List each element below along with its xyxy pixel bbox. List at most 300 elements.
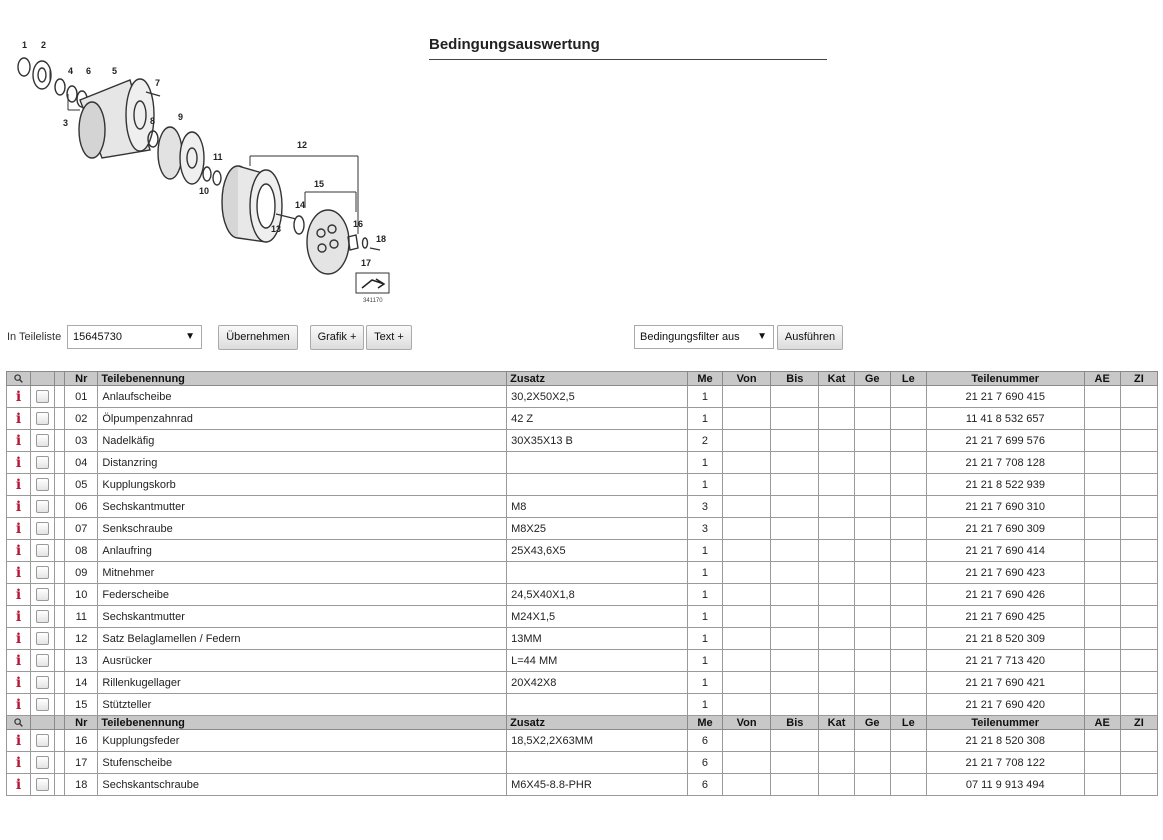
zusatz-cell bbox=[507, 694, 688, 716]
spacer-cell bbox=[55, 584, 65, 606]
row-checkbox[interactable] bbox=[36, 522, 49, 535]
row-checkbox[interactable] bbox=[36, 676, 49, 689]
nr-cell: 18 bbox=[65, 774, 98, 796]
zusatz-cell: M8 bbox=[507, 496, 688, 518]
zi-cell bbox=[1120, 430, 1157, 452]
teilebenennung-cell: Sechskantmutter bbox=[98, 496, 507, 518]
bis-cell bbox=[771, 672, 819, 694]
row-checkbox[interactable] bbox=[36, 734, 49, 747]
kat-cell bbox=[819, 774, 854, 796]
table-row[interactable] bbox=[7, 694, 1158, 716]
ae-cell bbox=[1084, 672, 1120, 694]
le-cell bbox=[890, 518, 926, 540]
von-cell bbox=[723, 430, 771, 452]
le-cell bbox=[890, 408, 926, 430]
nr-cell: 04 bbox=[65, 452, 98, 474]
teilenummer-cell: 21 21 7 690 421 bbox=[926, 672, 1084, 694]
column-header[interactable]: ZI bbox=[1120, 716, 1157, 730]
ae-cell bbox=[1084, 496, 1120, 518]
von-cell bbox=[723, 694, 771, 716]
teilebenennung-cell: Stufenscheibe bbox=[98, 752, 507, 774]
callout-13: 13 bbox=[271, 224, 282, 234]
column-header[interactable]: Teilenummer bbox=[926, 372, 1084, 386]
von-cell bbox=[723, 386, 771, 408]
kat-cell bbox=[819, 474, 854, 496]
row-checkbox[interactable] bbox=[36, 756, 49, 769]
le-cell bbox=[890, 474, 926, 496]
magnifier-icon[interactable] bbox=[14, 374, 23, 383]
callout-14: 14 bbox=[295, 200, 306, 210]
me-cell: 1 bbox=[687, 452, 722, 474]
zi-cell bbox=[1120, 730, 1157, 752]
teileliste-value: 15645730 bbox=[73, 331, 122, 343]
nr-cell: 12 bbox=[65, 628, 98, 650]
teilebenennung-cell: Ausrücker bbox=[98, 650, 507, 672]
row-checkbox[interactable] bbox=[36, 500, 49, 513]
ae-cell bbox=[1084, 518, 1120, 540]
teilenummer-cell: 21 21 8 520 309 bbox=[926, 628, 1084, 650]
zusatz-cell: 30X35X13 B bbox=[507, 430, 688, 452]
callout-17: 17 bbox=[361, 258, 372, 268]
teilebenennung-cell: Mitnehmer bbox=[98, 562, 507, 584]
kat-cell bbox=[819, 408, 854, 430]
info-icon[interactable]: i bbox=[15, 498, 22, 515]
nr-cell: 09 bbox=[65, 562, 98, 584]
info-icon[interactable]: i bbox=[15, 564, 22, 581]
teilenummer-cell: 21 21 7 690 423 bbox=[926, 562, 1084, 584]
von-cell bbox=[723, 540, 771, 562]
zusatz-cell: 42 Z bbox=[507, 408, 688, 430]
le-cell bbox=[890, 386, 926, 408]
bis-cell bbox=[771, 562, 819, 584]
table-row[interactable] bbox=[7, 430, 1158, 452]
me-cell: 1 bbox=[687, 606, 722, 628]
ge-cell bbox=[854, 496, 890, 518]
zi-cell bbox=[1120, 650, 1157, 672]
me-cell: 3 bbox=[687, 496, 722, 518]
zusatz-cell: M6X45-8.8-PHR bbox=[507, 774, 688, 796]
nr-cell: 13 bbox=[65, 650, 98, 672]
ae-cell bbox=[1084, 650, 1120, 672]
me-cell: 1 bbox=[687, 584, 722, 606]
teilenummer-cell: 21 21 7 708 128 bbox=[926, 452, 1084, 474]
von-cell bbox=[723, 408, 771, 430]
ge-cell bbox=[854, 408, 890, 430]
info-icon[interactable]: i bbox=[15, 696, 22, 713]
ae-cell bbox=[1084, 386, 1120, 408]
column-header[interactable]: Bis bbox=[771, 372, 819, 386]
teilenummer-cell: 21 21 7 690 415 bbox=[926, 386, 1084, 408]
row-checkbox[interactable] bbox=[36, 632, 49, 645]
spacer-cell bbox=[55, 452, 65, 474]
zusatz-cell: 24,5X40X1,8 bbox=[507, 584, 688, 606]
column-header[interactable]: Ge bbox=[854, 372, 890, 386]
table-row[interactable] bbox=[7, 752, 1158, 774]
chevron-down-icon: ▼ bbox=[185, 331, 195, 342]
bedingungsfilter-select[interactable] bbox=[634, 325, 774, 349]
zusatz-cell bbox=[507, 752, 688, 774]
callout-1: 1 bbox=[22, 40, 28, 50]
le-cell bbox=[890, 650, 926, 672]
ge-cell bbox=[854, 730, 890, 752]
teilebenennung-cell: Sechskantschraube bbox=[98, 774, 507, 796]
teilebenennung-cell: Rillenkugellager bbox=[98, 672, 507, 694]
teilenummer-cell: 21 21 7 708 122 bbox=[926, 752, 1084, 774]
zi-cell bbox=[1120, 386, 1157, 408]
table-row[interactable] bbox=[7, 628, 1158, 650]
zi-cell bbox=[1120, 474, 1157, 496]
kat-cell bbox=[819, 584, 854, 606]
ge-cell bbox=[854, 606, 890, 628]
teileliste-select[interactable] bbox=[67, 325, 202, 349]
info-icon[interactable]: i bbox=[15, 754, 22, 771]
column-header[interactable]: Von bbox=[723, 716, 771, 730]
teilenummer-cell: 21 21 7 690 425 bbox=[926, 606, 1084, 628]
zusatz-cell: 13MM bbox=[507, 628, 688, 650]
spacer-cell bbox=[55, 496, 65, 518]
row-checkbox[interactable] bbox=[36, 698, 49, 711]
column-header[interactable]: Ge bbox=[854, 716, 890, 730]
info-icon[interactable]: i bbox=[15, 432, 22, 449]
zusatz-cell: 20X42X8 bbox=[507, 672, 688, 694]
column-header[interactable]: Kat bbox=[819, 372, 854, 386]
zusatz-cell: 18,5X2,2X63MM bbox=[507, 730, 688, 752]
me-cell: 1 bbox=[687, 672, 722, 694]
kat-cell bbox=[819, 540, 854, 562]
teilenummer-cell: 21 21 7 713 420 bbox=[926, 650, 1084, 672]
nr-cell: 06 bbox=[65, 496, 98, 518]
nr-cell: 11 bbox=[65, 606, 98, 628]
callout-4: 4 bbox=[68, 66, 74, 76]
von-cell bbox=[723, 606, 771, 628]
teilebenennung-cell: Anlaufring bbox=[98, 540, 507, 562]
kat-cell bbox=[819, 650, 854, 672]
table-row[interactable] bbox=[7, 730, 1158, 752]
column-header[interactable]: AE bbox=[1084, 716, 1120, 730]
spacer-cell bbox=[55, 562, 65, 584]
uebernehmen-button[interactable]: Übernehmen bbox=[218, 325, 298, 350]
table-row[interactable] bbox=[7, 540, 1158, 562]
spacer-cell bbox=[55, 474, 65, 496]
column-header[interactable]: Zusatz bbox=[507, 372, 688, 386]
info-icon[interactable]: i bbox=[15, 630, 22, 647]
zusatz-cell: 30,2X50X2,5 bbox=[507, 386, 688, 408]
table-header-row bbox=[7, 716, 1158, 730]
column-header[interactable]: ZI bbox=[1120, 372, 1157, 386]
callout-5: 5 bbox=[112, 66, 118, 76]
table-row[interactable] bbox=[7, 606, 1158, 628]
column-header[interactable]: Von bbox=[723, 372, 771, 386]
callout-8: 8 bbox=[150, 116, 156, 126]
von-cell bbox=[723, 518, 771, 540]
info-icon[interactable]: i bbox=[15, 586, 22, 603]
ae-cell bbox=[1084, 774, 1120, 796]
info-icon[interactable]: i bbox=[15, 732, 22, 749]
ge-cell bbox=[854, 694, 890, 716]
kat-cell bbox=[819, 430, 854, 452]
nr-cell: 15 bbox=[65, 694, 98, 716]
info-icon[interactable]: i bbox=[15, 476, 22, 493]
nr-cell: 02 bbox=[65, 408, 98, 430]
teilenummer-cell: 21 21 7 699 576 bbox=[926, 430, 1084, 452]
table-row[interactable] bbox=[7, 474, 1158, 496]
info-icon[interactable]: i bbox=[15, 520, 22, 537]
ge-cell bbox=[854, 752, 890, 774]
von-cell bbox=[723, 452, 771, 474]
bis-cell bbox=[771, 606, 819, 628]
table-header-row bbox=[7, 372, 1158, 386]
column-header[interactable]: Teilenummer bbox=[926, 716, 1084, 730]
me-cell: 1 bbox=[687, 628, 722, 650]
row-checkbox[interactable] bbox=[36, 390, 49, 403]
le-cell bbox=[890, 430, 926, 452]
ae-cell bbox=[1084, 452, 1120, 474]
ae-cell bbox=[1084, 730, 1120, 752]
ae-cell bbox=[1084, 562, 1120, 584]
spacer-cell bbox=[55, 518, 65, 540]
spacer-cell bbox=[55, 628, 65, 650]
table-row[interactable] bbox=[7, 672, 1158, 694]
bedingungsfilter-value: Bedingungsfilter aus bbox=[640, 331, 740, 343]
column-header[interactable]: AE bbox=[1084, 372, 1120, 386]
table-row[interactable] bbox=[7, 562, 1158, 584]
ausfuehren-button[interactable]: Ausführen bbox=[777, 325, 843, 350]
callout-2: 2 bbox=[41, 40, 47, 50]
ge-cell bbox=[854, 430, 890, 452]
table-row[interactable] bbox=[7, 452, 1158, 474]
kat-cell bbox=[819, 386, 854, 408]
zi-cell bbox=[1120, 452, 1157, 474]
row-checkbox[interactable] bbox=[36, 610, 49, 623]
zusatz-cell: 25X43,6X5 bbox=[507, 540, 688, 562]
me-cell: 1 bbox=[687, 650, 722, 672]
callout-15: 15 bbox=[314, 179, 325, 189]
image-code: 341170 bbox=[363, 298, 383, 304]
checkbox-header-cell bbox=[31, 372, 55, 386]
search-header-cell[interactable] bbox=[7, 716, 31, 730]
bis-cell bbox=[771, 540, 819, 562]
le-cell bbox=[890, 540, 926, 562]
teilebenennung-cell: Senkschraube bbox=[98, 518, 507, 540]
spacer-cell bbox=[55, 606, 65, 628]
bis-cell bbox=[771, 752, 819, 774]
spacer-cell bbox=[55, 774, 65, 796]
row-checkbox[interactable] bbox=[36, 456, 49, 469]
von-cell bbox=[723, 474, 771, 496]
chevron-down-icon: ▼ bbox=[757, 331, 767, 342]
teilebenennung-cell: Anlaufscheibe bbox=[98, 386, 507, 408]
column-header[interactable]: Kat bbox=[819, 716, 854, 730]
page-title: Bedingungsauswertung bbox=[429, 36, 827, 60]
text-plus-button[interactable]: Text + bbox=[366, 325, 412, 350]
callout-10: 10 bbox=[199, 186, 210, 196]
kat-cell bbox=[819, 562, 854, 584]
table-row[interactable] bbox=[7, 386, 1158, 408]
info-icon[interactable]: i bbox=[15, 388, 22, 405]
callout-12: 12 bbox=[297, 140, 308, 150]
me-cell: 1 bbox=[687, 540, 722, 562]
le-cell bbox=[890, 672, 926, 694]
row-checkbox[interactable] bbox=[36, 478, 49, 491]
bis-cell bbox=[771, 386, 819, 408]
table-row[interactable] bbox=[7, 408, 1158, 430]
zi-cell bbox=[1120, 672, 1157, 694]
column-header[interactable]: Nr bbox=[65, 716, 98, 730]
ae-cell bbox=[1084, 408, 1120, 430]
info-icon[interactable]: i bbox=[15, 454, 22, 471]
info-icon[interactable]: i bbox=[15, 652, 22, 669]
teilenummer-cell: 21 21 7 690 420 bbox=[926, 694, 1084, 716]
column-header[interactable]: Bis bbox=[771, 716, 819, 730]
row-checkbox[interactable] bbox=[36, 544, 49, 557]
zi-cell bbox=[1120, 496, 1157, 518]
callout-3: 3 bbox=[63, 118, 69, 128]
exploded-parts-diagram bbox=[10, 30, 400, 310]
le-cell bbox=[890, 584, 926, 606]
teilebenennung-cell: Nadelkäfig bbox=[98, 430, 507, 452]
nr-cell: 01 bbox=[65, 386, 98, 408]
ae-cell bbox=[1084, 474, 1120, 496]
row-checkbox[interactable] bbox=[36, 434, 49, 447]
ge-cell bbox=[854, 672, 890, 694]
column-header[interactable]: Me bbox=[687, 716, 722, 730]
table-row[interactable] bbox=[7, 496, 1158, 518]
callout-9: 9 bbox=[178, 112, 184, 122]
zi-cell bbox=[1120, 562, 1157, 584]
teilebenennung-cell: Federscheibe bbox=[98, 584, 507, 606]
zi-cell bbox=[1120, 540, 1157, 562]
row-checkbox[interactable] bbox=[36, 566, 49, 579]
kat-cell bbox=[819, 672, 854, 694]
teilebenennung-cell: Satz Belaglamellen / Federn bbox=[98, 628, 507, 650]
column-header[interactable]: Zusatz bbox=[507, 716, 688, 730]
kat-cell bbox=[819, 694, 854, 716]
me-cell: 1 bbox=[687, 562, 722, 584]
toolbar bbox=[7, 325, 1157, 351]
bis-cell bbox=[771, 430, 819, 452]
le-cell bbox=[890, 496, 926, 518]
teilenummer-cell: 21 21 7 690 309 bbox=[926, 518, 1084, 540]
zusatz-cell: M24X1,5 bbox=[507, 606, 688, 628]
teilebenennung-cell: Kupplungskorb bbox=[98, 474, 507, 496]
bis-cell bbox=[771, 408, 819, 430]
table-row[interactable] bbox=[7, 650, 1158, 672]
von-cell bbox=[723, 730, 771, 752]
teilenummer-cell: 11 41 8 532 657 bbox=[926, 408, 1084, 430]
info-icon[interactable]: i bbox=[15, 674, 22, 691]
kat-cell bbox=[819, 518, 854, 540]
ae-cell bbox=[1084, 752, 1120, 774]
spacer-cell bbox=[55, 408, 65, 430]
row-checkbox[interactable] bbox=[36, 588, 49, 601]
me-cell: 3 bbox=[687, 518, 722, 540]
teilenummer-cell: 07 11 9 913 494 bbox=[926, 774, 1084, 796]
teilenummer-cell: 21 21 8 522 939 bbox=[926, 474, 1084, 496]
me-cell: 1 bbox=[687, 408, 722, 430]
kat-cell bbox=[819, 730, 854, 752]
von-cell bbox=[723, 584, 771, 606]
info-icon[interactable]: i bbox=[15, 410, 22, 427]
le-cell bbox=[890, 562, 926, 584]
column-header[interactable]: Me bbox=[687, 372, 722, 386]
magnifier-icon[interactable] bbox=[14, 718, 23, 727]
teilebenennung-cell: Ölpumpenzahnrad bbox=[98, 408, 507, 430]
le-cell bbox=[890, 694, 926, 716]
info-icon[interactable]: i bbox=[15, 608, 22, 625]
zi-cell bbox=[1120, 518, 1157, 540]
table-row[interactable] bbox=[7, 584, 1158, 606]
ge-cell bbox=[854, 562, 890, 584]
le-cell bbox=[890, 730, 926, 752]
spacer-cell bbox=[55, 540, 65, 562]
ge-cell bbox=[854, 452, 890, 474]
teilebenennung-cell: Stützteller bbox=[98, 694, 507, 716]
ae-cell bbox=[1084, 628, 1120, 650]
bis-cell bbox=[771, 694, 819, 716]
spacer-cell bbox=[55, 694, 65, 716]
nr-cell: 16 bbox=[65, 730, 98, 752]
zusatz-cell: M8X25 bbox=[507, 518, 688, 540]
nr-cell: 03 bbox=[65, 430, 98, 452]
nr-cell: 17 bbox=[65, 752, 98, 774]
table-row[interactable] bbox=[7, 518, 1158, 540]
column-header[interactable]: Nr bbox=[65, 372, 98, 386]
me-cell: 6 bbox=[687, 730, 722, 752]
row-checkbox[interactable] bbox=[36, 778, 49, 791]
info-icon[interactable]: i bbox=[15, 542, 22, 559]
row-checkbox[interactable] bbox=[36, 654, 49, 667]
me-cell: 1 bbox=[687, 694, 722, 716]
teilenummer-cell: 21 21 7 690 310 bbox=[926, 496, 1084, 518]
search-header-cell[interactable] bbox=[7, 372, 31, 386]
bis-cell bbox=[771, 474, 819, 496]
ae-cell bbox=[1084, 430, 1120, 452]
checkbox-header-cell bbox=[31, 716, 55, 730]
column-header[interactable]: Le bbox=[890, 372, 926, 386]
ae-cell bbox=[1084, 584, 1120, 606]
row-checkbox[interactable] bbox=[36, 412, 49, 425]
von-cell bbox=[723, 628, 771, 650]
spacer-cell bbox=[55, 650, 65, 672]
ge-cell bbox=[854, 386, 890, 408]
zusatz-cell bbox=[507, 474, 688, 496]
table-row[interactable] bbox=[7, 774, 1158, 796]
grafik-plus-button[interactable]: Grafik + bbox=[310, 325, 364, 350]
zusatz-cell bbox=[507, 562, 688, 584]
callout-18: 18 bbox=[376, 234, 387, 244]
bis-cell bbox=[771, 584, 819, 606]
bis-cell bbox=[771, 730, 819, 752]
column-header[interactable]: Le bbox=[890, 716, 926, 730]
kat-cell bbox=[819, 452, 854, 474]
me-cell: 2 bbox=[687, 430, 722, 452]
von-cell bbox=[723, 650, 771, 672]
kat-cell bbox=[819, 752, 854, 774]
ae-cell bbox=[1084, 694, 1120, 716]
von-cell bbox=[723, 774, 771, 796]
info-icon[interactable]: i bbox=[15, 776, 22, 793]
spacer-header-cell bbox=[55, 372, 65, 386]
nr-cell: 14 bbox=[65, 672, 98, 694]
zi-cell bbox=[1120, 774, 1157, 796]
teilenummer-cell: 21 21 7 690 426 bbox=[926, 584, 1084, 606]
column-header[interactable]: Teilebenennung bbox=[98, 372, 507, 386]
teilebenennung-cell: Distanzring bbox=[98, 452, 507, 474]
spacer-cell bbox=[55, 430, 65, 452]
column-header[interactable]: Teilebenennung bbox=[98, 716, 507, 730]
me-cell: 6 bbox=[687, 752, 722, 774]
le-cell bbox=[890, 752, 926, 774]
